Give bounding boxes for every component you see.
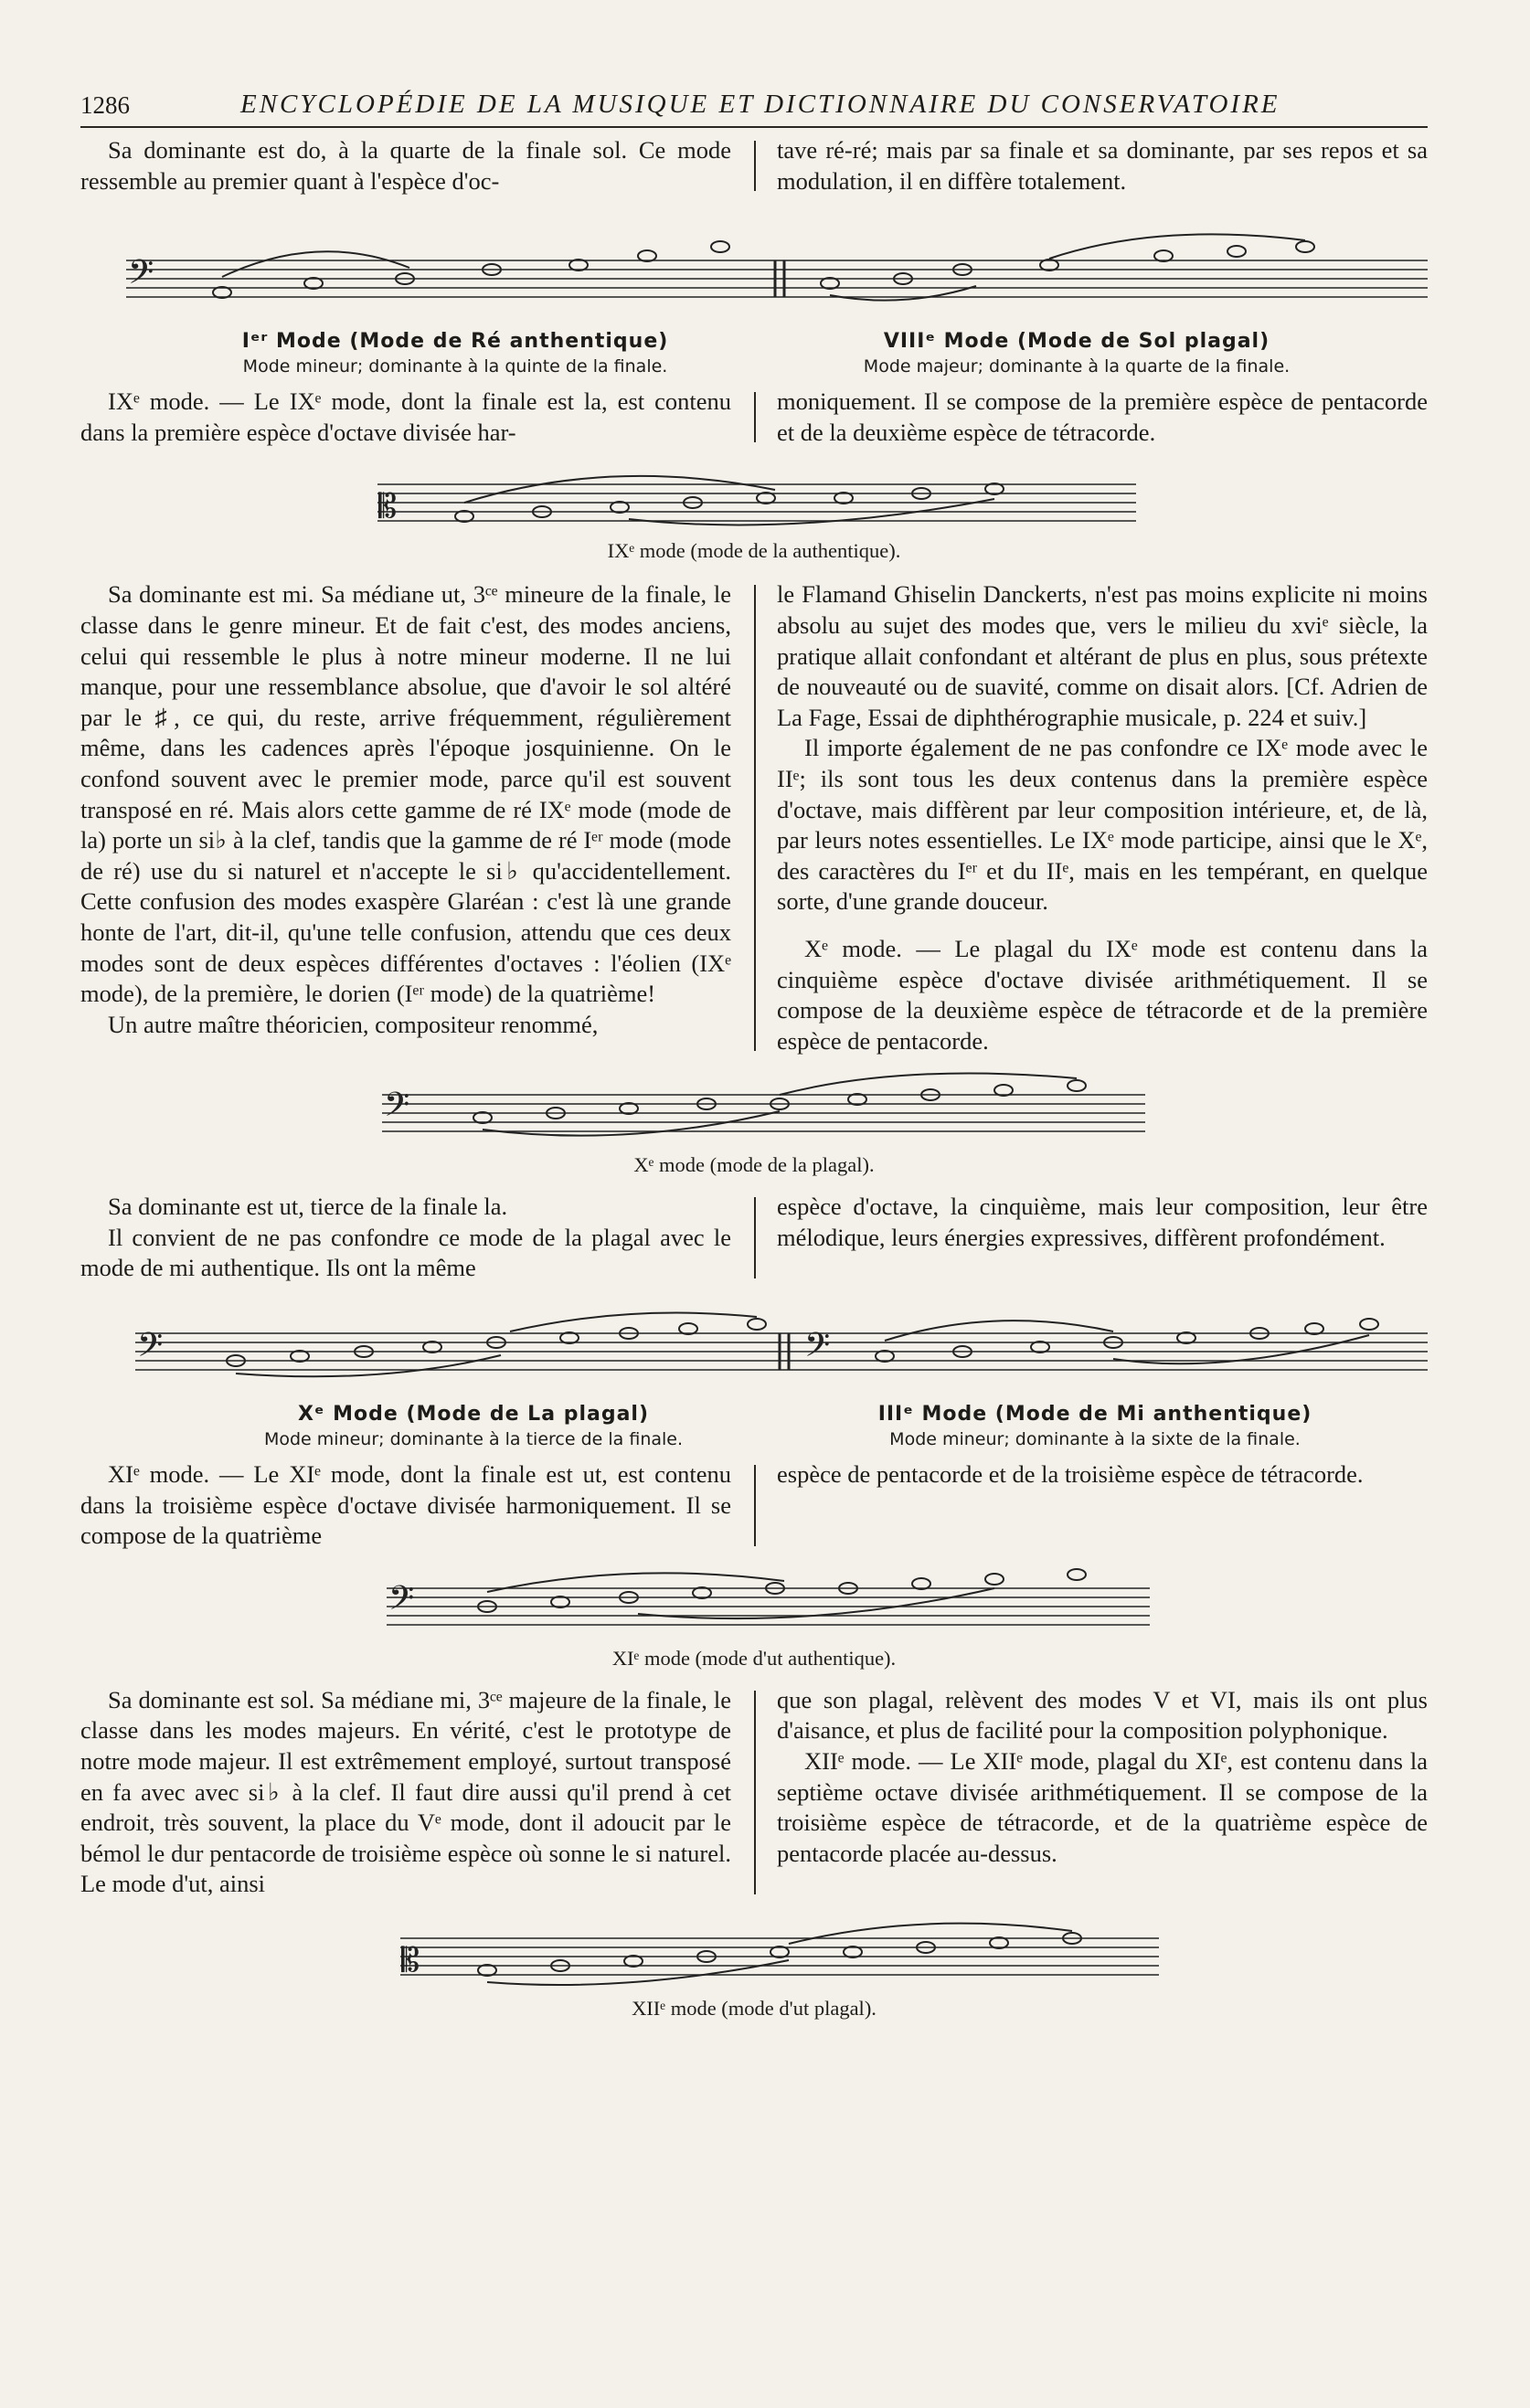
svg-text:𝄢: 𝄢	[128, 253, 154, 301]
page	[80, 84, 1428, 2021]
paragraph: Sa dominante est do, à la quarte de la finale sol. Ce mode ressemble au premier quant à l'espèce d'oc-	[80, 136, 731, 195]
paragraph: Un autre maître théoricien, compositeur renommé,	[108, 1010, 599, 1038]
paragraph: moniquement. Il se compose de la première espèce de pentacorde et de la deuxième espèce de tétracorde.	[777, 387, 1428, 446]
music-example-2	[80, 457, 1428, 563]
paragraph: tave ré-ré; mais par sa finale et sa dominante, par ses repos et sa modulation, il en diffère totalement.	[777, 136, 1428, 195]
mode-name: IIIᵉ Mode (Mode de Mi anthentique)	[877, 1403, 1312, 1427]
svg-text:𝄢: 𝄢	[388, 1578, 415, 1626]
music-example-5	[80, 1561, 1428, 1671]
mode-description: Mode mineur; dominante à la sixte de la finale.	[889, 1429, 1301, 1450]
example-caption: Xᵉ mode (mode de la plagal).	[633, 1153, 875, 1177]
music-example-1	[80, 222, 1428, 377]
column-right	[777, 1192, 1428, 1284]
staff-xii	[80, 1911, 1428, 1995]
paragraph: le Flamand Ghiselin Danckerts, n'est pas moins explicite ni moins absolu au sujet des modes que, vers le milieu du xviᵉ siècle, la pratique allait confondant et altérant de plus en plus, sous prétexte de nouveauté ou de suavité, comme on disait alors. [Cf. Adrien de La Fage, Essai de diphthérographie musicale, p. 224 et suiv.]	[777, 580, 1428, 731]
music-example-6	[80, 1911, 1428, 2021]
svg-text:𝄡: 𝄡	[401, 1942, 420, 1979]
column-left	[80, 1685, 731, 1900]
staff-x	[80, 1067, 1428, 1151]
column-left	[80, 579, 731, 1056]
paragraph: que son plagal, relèvent des modes V et VI, mais ils ont plus d'aisance, et plus de facilité pour la composition polyphonique.	[777, 1685, 1428, 1745]
paragraph: espèce de pentacorde et de la troisième espèce de tétracorde.	[777, 1460, 1364, 1489]
svg-text:𝄢: 𝄢	[804, 1326, 831, 1374]
svg-text:𝄢: 𝄢	[384, 1086, 410, 1133]
column-right	[777, 387, 1428, 448]
column-left	[80, 1459, 731, 1552]
example-label-left	[218, 1386, 729, 1449]
mode-name: Xᵉ Mode (Mode de La plagal)	[297, 1403, 650, 1427]
paragraph: XIIᵉ mode. — Le XIIᵉ mode, plagal du XIᵉ, est contenu dans la septième octave divisée arithmétiquement. Il se compose de la troisième espèce de tétracorde, et de la quatrième espèce de pentacorde placée au-dessus.	[777, 1747, 1428, 1867]
paragraph: espèce d'octave, la cinquième, mais leur composition, leur être mélodique, leurs énergies expressives, diffèrent profondément.	[777, 1193, 1428, 1251]
text-block-1	[80, 135, 1428, 196]
paragraph: Sa dominante est mi. Sa médiane ut, 3ᶜᵉ mineure de la finale, le classe dans le genre mineur. Et de fait c'est, des modes anciens, celui qui ressemble le plus à notre mineur moderne. Il ne lui manque, pour une ressemblance absolue, que d'avoir le sol altéré par le ♯, ce qui, du reste, arrive fréquemment, régulièrement même, dans les cadences après l'époque josquinienne. On le confond souvent avec le premier mode, parce qu'il est souvent transposé en ré. Mais alors cette gamme de ré IXᵉ mode (mode de la) porte un si♭ à la clef, tandis que la gamme de ré Iᵉʳ mode (mode de ré) use du si naturel et n'accepte le si♭ qu'accidentellement. Cette confusion des modes exaspère Glaréan : c'est là une grande honte de l'art, dit-il, qu'une telle confusion, attendu que ces deux modes sont de deux espèces différentes d'octaves : l'éolien (IXᵉ mode), de la première, le dorien (Iᵉʳ mode) de la quatrième!	[80, 580, 731, 1008]
column-left	[80, 387, 731, 448]
column-left	[80, 135, 731, 196]
music-example-4	[80, 1295, 1428, 1450]
mode-name: Iᵉʳ Mode (Mode de Ré anthentique)	[241, 330, 669, 354]
page-number: 1286	[80, 91, 130, 119]
paragraph: IXᵉ mode. — Le IXᵉ mode, dont la finale est la, est contenu dans la première espèce d'octave divisée har-	[80, 387, 731, 446]
music-example-3	[80, 1067, 1428, 1177]
mode-name: VIIIᵉ Mode (Mode de Sol plagal)	[883, 330, 1270, 354]
text-block-4	[80, 1192, 1428, 1284]
mode-description: Mode mineur; dominante à la tierce de la finale.	[263, 1429, 684, 1450]
text-block-2	[80, 387, 1428, 448]
text-block-6	[80, 1685, 1428, 1900]
staff-ix	[80, 457, 1428, 537]
svg-text:𝄡: 𝄡	[378, 488, 398, 526]
example-label-right	[812, 1386, 1378, 1449]
example-label-left	[199, 313, 711, 377]
paragraph: Xᵉ mode. — Le plagal du IXᵉ mode est contenu dans la cinquième espèce d'octave divisée arithmétiquement. Il se compose de la deuxième espèce de tétracorde et de la première espèce de pentacorde.	[777, 934, 1428, 1055]
paragraph: Sa dominante est ut, tierce de la finale la.	[108, 1193, 508, 1221]
column-right	[777, 1685, 1428, 1900]
mode-description: Mode majeur; dominante à la quarte de la finale.	[863, 356, 1291, 377]
paragraph: Sa dominante est sol. Sa médiane mi, 3ᶜᵉ majeure de la finale, le classe dans les modes majeurs. En vérité, c'est le prototype de notre mode majeur. Il est extrêmement employé, surtout transposé en fa avec avec si♭ à la clef. Il faut dire aussi qu'il prend à cet endroit, très souvent, la place du Vᵉ mode, dont il adoucit par le bémol le dur pentacorde de troisième espèce où sonne le si naturel. Le mode d'ut, ainsi	[80, 1685, 731, 1898]
mode-description: Mode mineur; dominante à la quinte de la finale.	[242, 356, 668, 377]
column-right	[777, 579, 1428, 1056]
column-rule	[754, 392, 756, 442]
paragraph: Il importe également de ne pas confondre ce IXᵉ mode avec le IIᵉ; ils sont tous les deux contenus dans la première espèce d'octave, mais diffèrent par leur composition intérieure, et, de là, par leurs notes essentielles. Le IXᵉ mode participe, ainsi que le Xᵉ, des caractères du Iᵉʳ et du IIᵉ, mais en les tempérant, en quelque sorte, d'une grande douceur.	[777, 734, 1428, 916]
column-rule	[754, 1691, 756, 1894]
svg-text:𝄢: 𝄢	[137, 1326, 164, 1374]
example-caption: XIᵉ mode (mode d'ut authentique).	[611, 1646, 897, 1670]
paragraph: XIᵉ mode. — Le XIᵉ mode, dont la finale est ut, est contenu dans la troisième espèce d'octave divisée harmoniquement. Il se compose de la quatrième	[80, 1460, 731, 1550]
example-caption: XIIᵉ mode (mode d'ut plagal).	[632, 1997, 877, 2020]
staff-pair-2	[80, 1295, 1428, 1386]
paragraph: Il convient de ne pas confondre ce mode de la plagal avec le mode de mi authentique. Ils ont la même	[80, 1223, 731, 1282]
column-rule	[754, 1197, 756, 1278]
example-label-right	[802, 313, 1351, 377]
column-rule	[754, 141, 756, 191]
text-block-3	[80, 579, 1428, 1056]
column-right	[777, 135, 1428, 196]
example-caption: IXᵉ mode (mode de la authentique).	[607, 539, 901, 563]
column-right	[777, 1459, 1428, 1552]
staff-xi	[80, 1561, 1428, 1645]
running-header	[80, 84, 1428, 128]
column-rule	[754, 1465, 756, 1546]
running-title: ENCYCLOPÉDIE DE LA MUSIQUE ET DICTIONNAIRE DU CONSERVATOIRE	[240, 90, 1280, 119]
staff-pair-1	[80, 222, 1428, 313]
text-block-5	[80, 1459, 1428, 1552]
column-left	[80, 1192, 731, 1284]
column-rule	[754, 585, 756, 1051]
